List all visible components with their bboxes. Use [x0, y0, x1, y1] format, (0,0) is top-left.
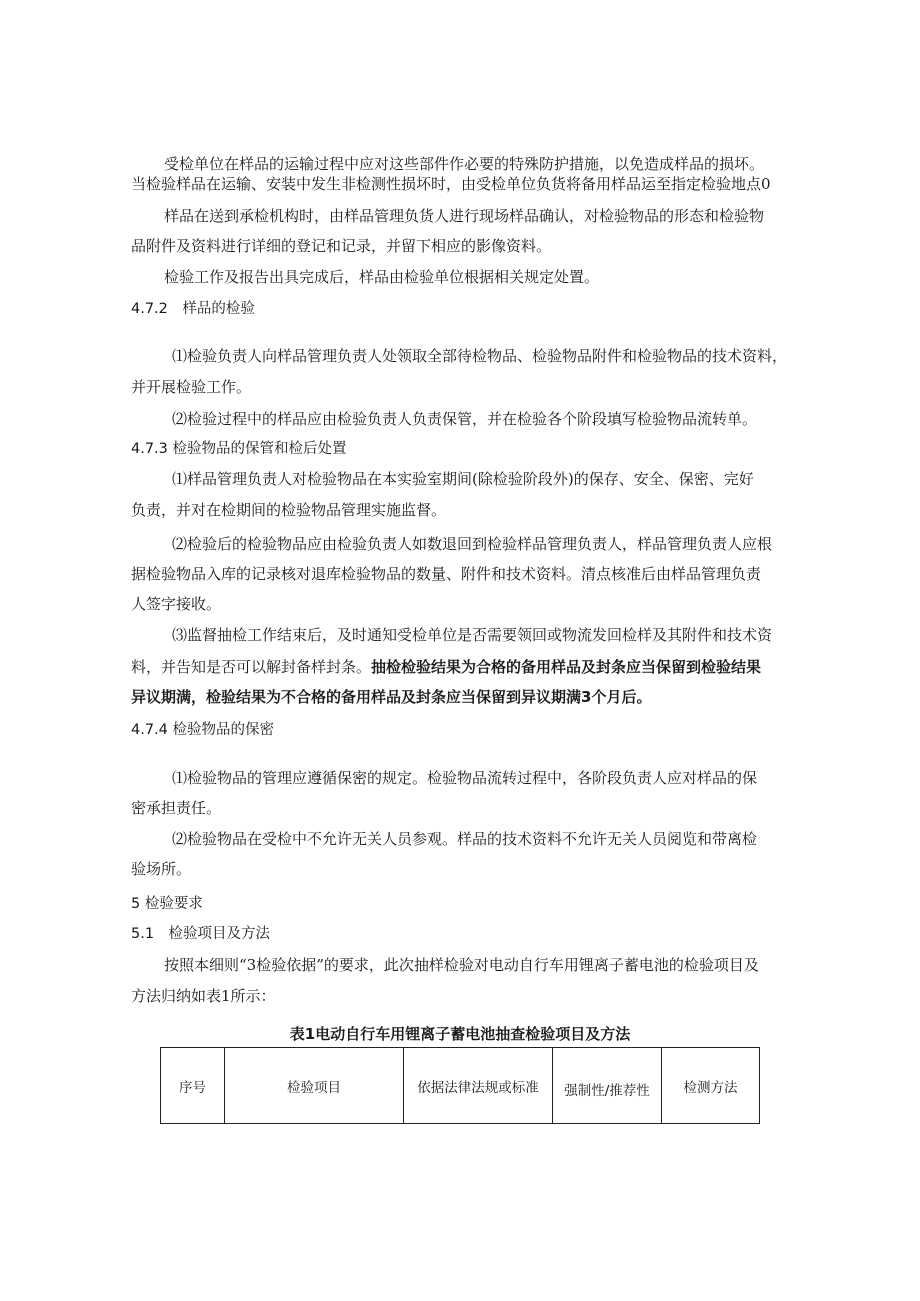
section-4-7-2-heading: 4.7.2 样品的检验	[131, 301, 255, 317]
section-4-7-3-heading: 4.7.3 检验物品的保管和检后处置	[131, 441, 347, 457]
paragraph-1-line-2: 当检验样品在运输、安装中发生非检测性损坏时，由受检单位负货将备用样品运至指定检验地点0	[131, 175, 771, 193]
table-header-row	[161, 1048, 760, 1124]
section-4-7-2-item-2-line-1: ⑵检验过程中的样品应由检验负责人负责保管，并在检验各个阶段填写检验物品流转单。	[172, 410, 758, 428]
header-cell-mandatory: 强制性/推荐性	[553, 1048, 662, 1124]
section-4-7-3-item-1-line-1: ⑴样品管理负责人对检验物品在本实验室期间(除检验阶段外)的保存、安全、保密、完好	[172, 470, 754, 488]
section-4-7-3-item-2-line-2: 据检验物品入库的记录核对退库检验物品的数量、附件和技术资料。清点核准后由样品管理负责	[131, 565, 762, 583]
section-4-7-3-item-3-line-1: ⑶监督抽检工作结束后，及时通知受检单位是否需要领回或物流发回检样及其附件和技术资	[172, 626, 773, 644]
section-4-7-3-item-2-line-1: ⑵检验后的检验物品应由检验负责人如数退回到检验样品管理负责人，样品管理负责人应根	[172, 535, 773, 553]
paragraph-2-line-2: 品附件及资料进行详细的登记和记录，并留下相应的影像资料。	[131, 237, 552, 255]
header-cell-method: 检测方法	[662, 1048, 760, 1124]
section-5-heading: 5 检验要求	[131, 896, 203, 912]
section-4-7-4-heading: 4.7.4 检验物品的保密	[131, 722, 275, 738]
section-4-7-3-item-1-line-2: 负责，并对在检期间的检验物品管理实施监督。	[131, 501, 447, 519]
header-cell-item: 检验项目	[225, 1048, 404, 1124]
paragraph-2-line-1: 样品在送到承检机构时，由样品管理负货人进行现场样品确认，对检验物品的形态和检验物	[164, 207, 765, 225]
section-4-7-4-item-2-line-1: ⑵检验物品在受检中不允许无关人员参观。样品的技术资料不允许无关人员阅览和带离检	[172, 830, 758, 848]
header-cell-index: 序号	[161, 1048, 225, 1124]
section-5-1-intro-line-1: 按照本细则“3检验依据”的要求，此次抽样检验对电动自行车用锂离子蓄电池的检验项目及	[164, 956, 759, 974]
section-4-7-2-item-1-line-2: 并开展检验工作。	[131, 378, 252, 396]
header-cell-basis: 依据法律法规或标准	[404, 1048, 553, 1124]
paragraph-1-line-1: 受检单位在样品的运输过程中应对这些部件作必要的特殊防护措施，以免造成样品的损坏。	[164, 155, 765, 173]
section-4-7-2-item-1-line-1: ⑴检验负责人向样品管理负责人处领取全部待检物品、检验物品附件和检验物品的技术资料，	[172, 347, 788, 365]
section-4-7-4-item-2-line-2: 验场所。	[131, 860, 192, 878]
section-4-7-4-item-1-line-2: 密承担责任。	[131, 799, 222, 817]
section-4-7-3-item-3-line-2	[131, 657, 761, 677]
section-4-7-3-item-3-line-3: 异议期满，检验结果为不合格的备用样品及封条应当保留到异议期满3个月后。	[131, 688, 652, 706]
methods-table	[160, 1047, 760, 1124]
section-4-7-3-item-3-line-2-bold: 抽检检验结果为合格的备用样品及封条应当保留到检验结果	[371, 658, 762, 676]
section-5-1-heading: 5.1 检验项目及方法	[131, 926, 271, 942]
section-5-1-intro-line-2: 方法归纳如表1所示：	[131, 987, 276, 1005]
section-4-7-3-item-3-line-2-normal: 料，并告知是否可以解封备样封条。	[131, 658, 372, 676]
table-caption: 表1电动自行车用锂离子蓄电池抽查检验项目及方法	[289, 1025, 631, 1043]
section-4-7-3-item-2-line-3: 人签字接收。	[131, 595, 222, 613]
section-4-7-4-item-1-line-1: ⑴检验物品的管理应遵循保密的规定。检验物品流转过程中，各阶段负责人应对样品的保	[172, 769, 758, 787]
paragraph-3-line-1: 检验工作及报告出具完成后，样品由检验单位根据相关规定处置。	[164, 268, 600, 286]
